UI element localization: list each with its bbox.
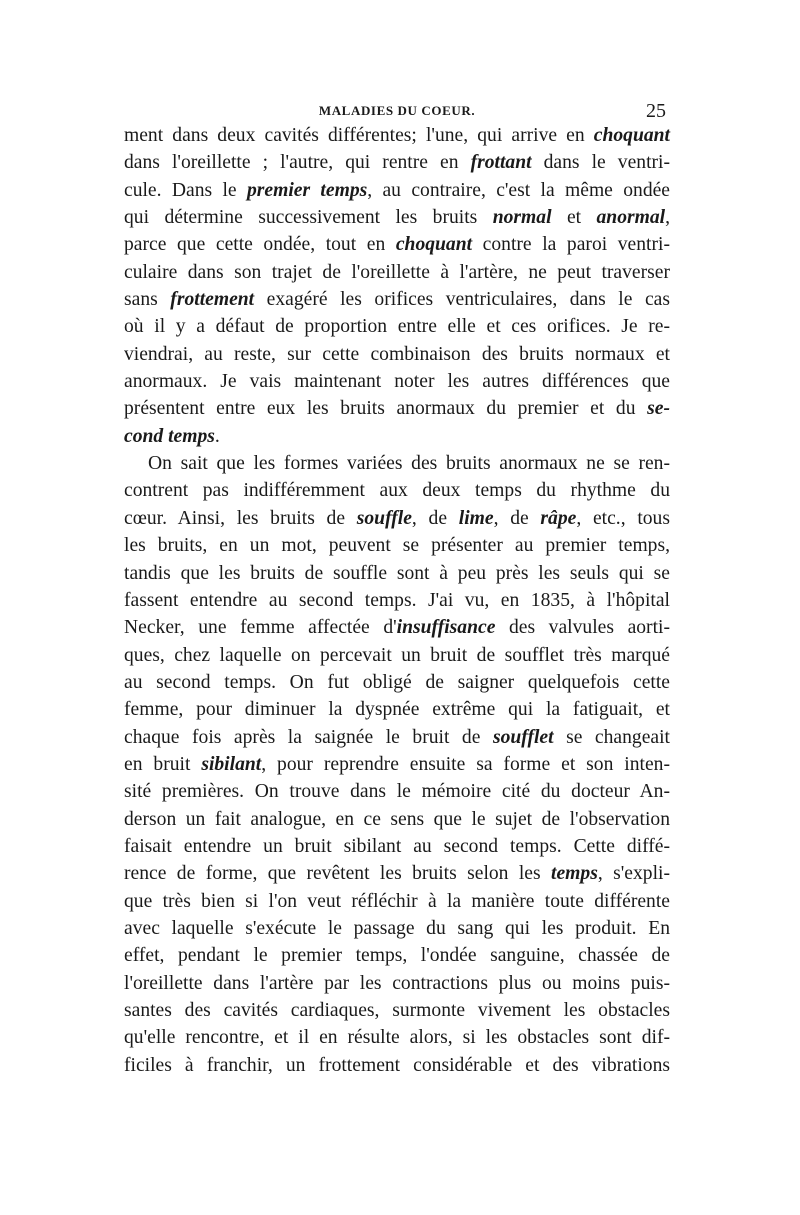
text-line <box>124 395 670 422</box>
text-line <box>124 888 670 915</box>
text-line <box>124 231 670 258</box>
emphasized-text: frottement <box>170 289 255 311</box>
text-run: présentent entre eux les bruits anormaux du premier et du <box>124 398 648 420</box>
text-run: , de <box>411 507 459 529</box>
text-line <box>124 423 670 450</box>
text-run: exagéré les orifices ventriculaires, dans le cas <box>254 289 670 311</box>
text-line <box>124 833 670 860</box>
emphasized-text: se- <box>647 398 670 420</box>
running-head <box>124 100 670 122</box>
emphasized-text: normal <box>492 207 552 229</box>
text-run: anormaux. Je vais maintenant noter les autres différences que <box>124 371 670 393</box>
emphasized-text: cond temps <box>124 425 215 447</box>
text-run: dans l'oreillette ; l'autre, qui rentre en <box>124 152 471 174</box>
emphasized-text: souffle <box>356 507 412 529</box>
text-run: rence de forme, que revêtent les bruits selon les <box>124 863 552 885</box>
text-run: On sait que les formes variées des bruits anormaux ne se ren- <box>148 453 670 475</box>
emphasized-text: temps <box>551 863 598 885</box>
text-run: sans <box>124 289 171 311</box>
text-line <box>124 696 670 723</box>
text-line <box>124 149 670 176</box>
text-run: effet, pendant le premier temps, l'ondée sanguine, chassée de <box>124 945 670 967</box>
text-line <box>124 450 670 477</box>
text-run: que très bien si l'on veut réfléchir à la manière toute différente <box>124 890 670 912</box>
text-run: culaire dans son trajet de l'oreillette à l'artère, ne peut traverser <box>124 261 670 283</box>
text-run: . <box>214 425 220 447</box>
text-line <box>124 778 670 805</box>
text-run: , de <box>493 507 541 529</box>
text-run: viendrai, au reste, sur cette combinaison des bruits normaux et <box>124 343 670 365</box>
text-run: , s'expli- <box>597 863 670 885</box>
text-run: ques, chez laquelle on percevait un bruit de soufflet très marqué <box>124 644 670 666</box>
text-line <box>124 477 670 504</box>
text-run: dans le ventri- <box>531 152 671 174</box>
text-run: qui détermine successivement les bruits <box>124 207 493 229</box>
emphasized-text: lime <box>458 507 494 529</box>
text-run: ment dans deux cavités différentes; l'une, qui arrive en <box>124 125 594 146</box>
text-run: faisait entendre un bruit sibilant au second temps. Cette diffé- <box>124 835 670 857</box>
text-run: sité premières. On trouve dans le mémoire cité du docteur An- <box>124 781 670 803</box>
text-line <box>124 532 670 559</box>
text-line <box>124 286 670 313</box>
emphasized-text: soufflet <box>492 726 554 748</box>
emphasized-text: insuffisance <box>396 617 496 639</box>
text-line <box>124 1024 670 1051</box>
text-run: fassent entendre au second temps. J'ai vu, en 1835, à l'hôpital <box>124 589 670 611</box>
text-run: santes des cavités cardiaques, surmonte vivement les obstacles <box>124 1000 670 1021</box>
text-line <box>124 724 670 751</box>
text-line <box>124 177 670 204</box>
text-run: contre la paroi ventri- <box>472 234 670 256</box>
text-run: qu'elle rencontre, et il en résulte alors, si les obstacles sont dif- <box>124 1027 670 1049</box>
text-line <box>124 587 670 614</box>
text-run: ficiles à franchir, un frottement considérable et des vibrations <box>124 1054 670 1076</box>
text-line <box>124 970 670 997</box>
text-line <box>124 942 670 969</box>
text-run: où il y a défaut de proportion entre elle et ces orifices. Je re- <box>124 316 670 338</box>
text-line <box>124 614 670 641</box>
text-line <box>124 1052 670 1079</box>
text-line <box>124 122 670 149</box>
text-line <box>124 204 670 231</box>
text-run: et <box>551 207 597 229</box>
page-number: 25 <box>646 100 666 122</box>
emphasized-text: frottant <box>470 152 532 174</box>
text-line <box>124 860 670 887</box>
text-run: , pour reprendre ensuite sa forme et son inten- <box>261 753 670 775</box>
text-run: derson un fait analogue, en ce sens que le sujet de l'observation <box>124 808 670 830</box>
text-line <box>124 259 670 286</box>
text-run: cœur. Ainsi, les bruits de <box>124 507 357 529</box>
emphasized-text: râpe <box>540 507 577 529</box>
text-line <box>124 505 670 532</box>
text-line <box>124 751 670 778</box>
text-line <box>124 313 670 340</box>
text-line <box>124 560 670 587</box>
text-run: l'oreillette dans l'artère par les contractions plus ou moins puis- <box>124 972 670 994</box>
emphasized-text: choquant <box>593 125 670 146</box>
text-line <box>124 806 670 833</box>
text-run: , etc., tous <box>576 507 670 529</box>
text-run: contrent pas indifféremment aux deux temps du rhythme du <box>124 480 670 502</box>
emphasized-text: anormal <box>596 207 666 229</box>
text-run: , au contraire, c'est la même ondée <box>367 179 671 201</box>
text-line <box>124 669 670 696</box>
text-run: femme, pour diminuer la dyspnée extrême qui la fatiguait, et <box>124 699 670 721</box>
text-line <box>124 642 670 669</box>
text-line <box>124 997 670 1024</box>
text-run: parce que cette ondée, tout en <box>124 234 396 256</box>
text-line <box>124 341 670 368</box>
text-line <box>124 915 670 942</box>
text-run: , <box>665 207 671 229</box>
body-text <box>124 122 670 1079</box>
text-run: des valvules aorti- <box>495 617 670 639</box>
running-title: MALADIES DU COEUR. <box>318 103 476 118</box>
text-run: Necker, une femme affectée d' <box>124 617 397 639</box>
text-run: tandis que les bruits de souffle sont à peu près les seuls qui se <box>124 562 670 584</box>
text-line <box>124 368 670 395</box>
text-run: au second temps. On fut obligé de saigner quelquefois cette <box>124 671 670 693</box>
emphasized-text: choquant <box>395 234 473 256</box>
text-run: chaque fois après la saignée le bruit de <box>124 726 493 748</box>
text-run: cule. Dans le <box>124 179 247 201</box>
emphasized-text: premier temps <box>246 179 368 201</box>
emphasized-text: sibilant <box>201 753 262 775</box>
text-run: en bruit <box>124 753 202 775</box>
text-run: avec laquelle s'exécute le passage du sang qui les produit. En <box>124 917 670 939</box>
text-run: se changeait <box>553 726 670 748</box>
text-run: les bruits, en un mot, peuvent se présenter au premier temps, <box>124 535 670 557</box>
